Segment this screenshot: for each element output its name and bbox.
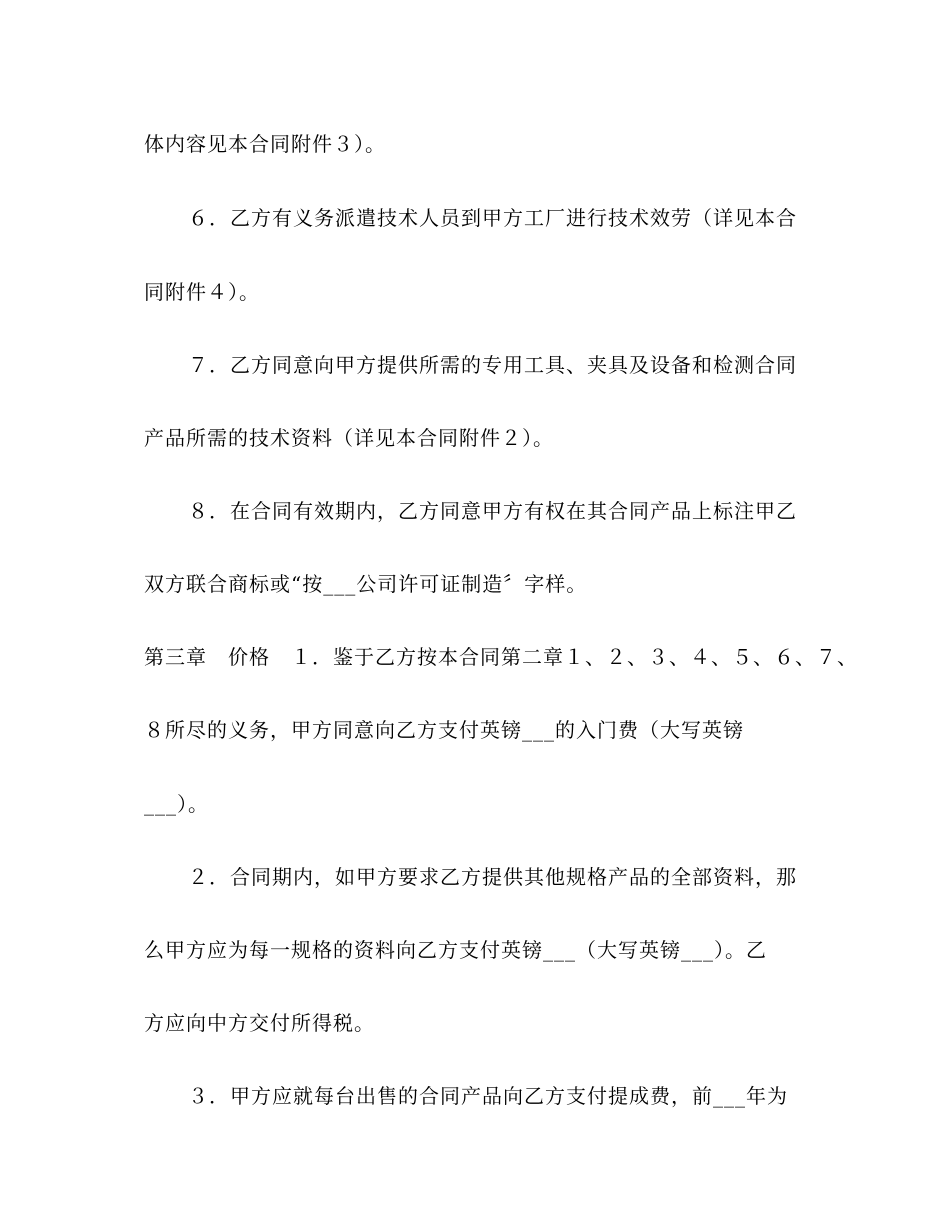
chapter-3-clause-1-line-3: ___）。 — [144, 792, 209, 816]
chapter-3-clause-2-line-3: 方应向中方交付所得税。 — [144, 1011, 375, 1035]
clause-7-line-2: 产品所需的技术资料（详见本合同附件２）。 — [144, 426, 554, 450]
chapter-3-heading-line: 第三章 价格 １．鉴于乙方按本合同第二章１、２、３、４、５、６、７、 — [144, 645, 858, 669]
clause-6-line-2: 同附件４）。 — [144, 280, 260, 304]
chapter-3-clause-1-line-2: ８所尽的义务，甲方同意向乙方支付英镑___的入门费（大写英镑 — [144, 718, 744, 742]
text-line: 体内容见本合同附件３）。 — [144, 132, 386, 156]
clause-8-line-2: 双方联合商标或“按___公司许可证制造〞字样。 — [144, 572, 588, 596]
clause-6-line-1: ６．乙方有义务派遣技术人员到甲方工厂进行技术效劳（详见本合 — [188, 206, 797, 230]
chapter-3-clause-3-line-1: ３．甲方应就每台出售的合同产品向乙方支付提成费，前___年为 — [188, 1084, 788, 1108]
chapter-3-clause-2-line-1: ２．合同期内，如甲方要求乙方提供其他规格产品的全部资料，那 — [188, 865, 797, 889]
chapter-3-clause-2-line-2: 么甲方应为每一规格的资料向乙方支付英镑___（大写英镑___）。乙 — [144, 938, 767, 962]
clause-8-line-1: ８．在合同有效期内，乙方同意甲方有权在其合同产品上标注甲乙 — [188, 499, 797, 523]
clause-7-line-1: ７．乙方同意向甲方提供所需的专用工具、夹具及设备和检测合同 — [188, 353, 797, 377]
